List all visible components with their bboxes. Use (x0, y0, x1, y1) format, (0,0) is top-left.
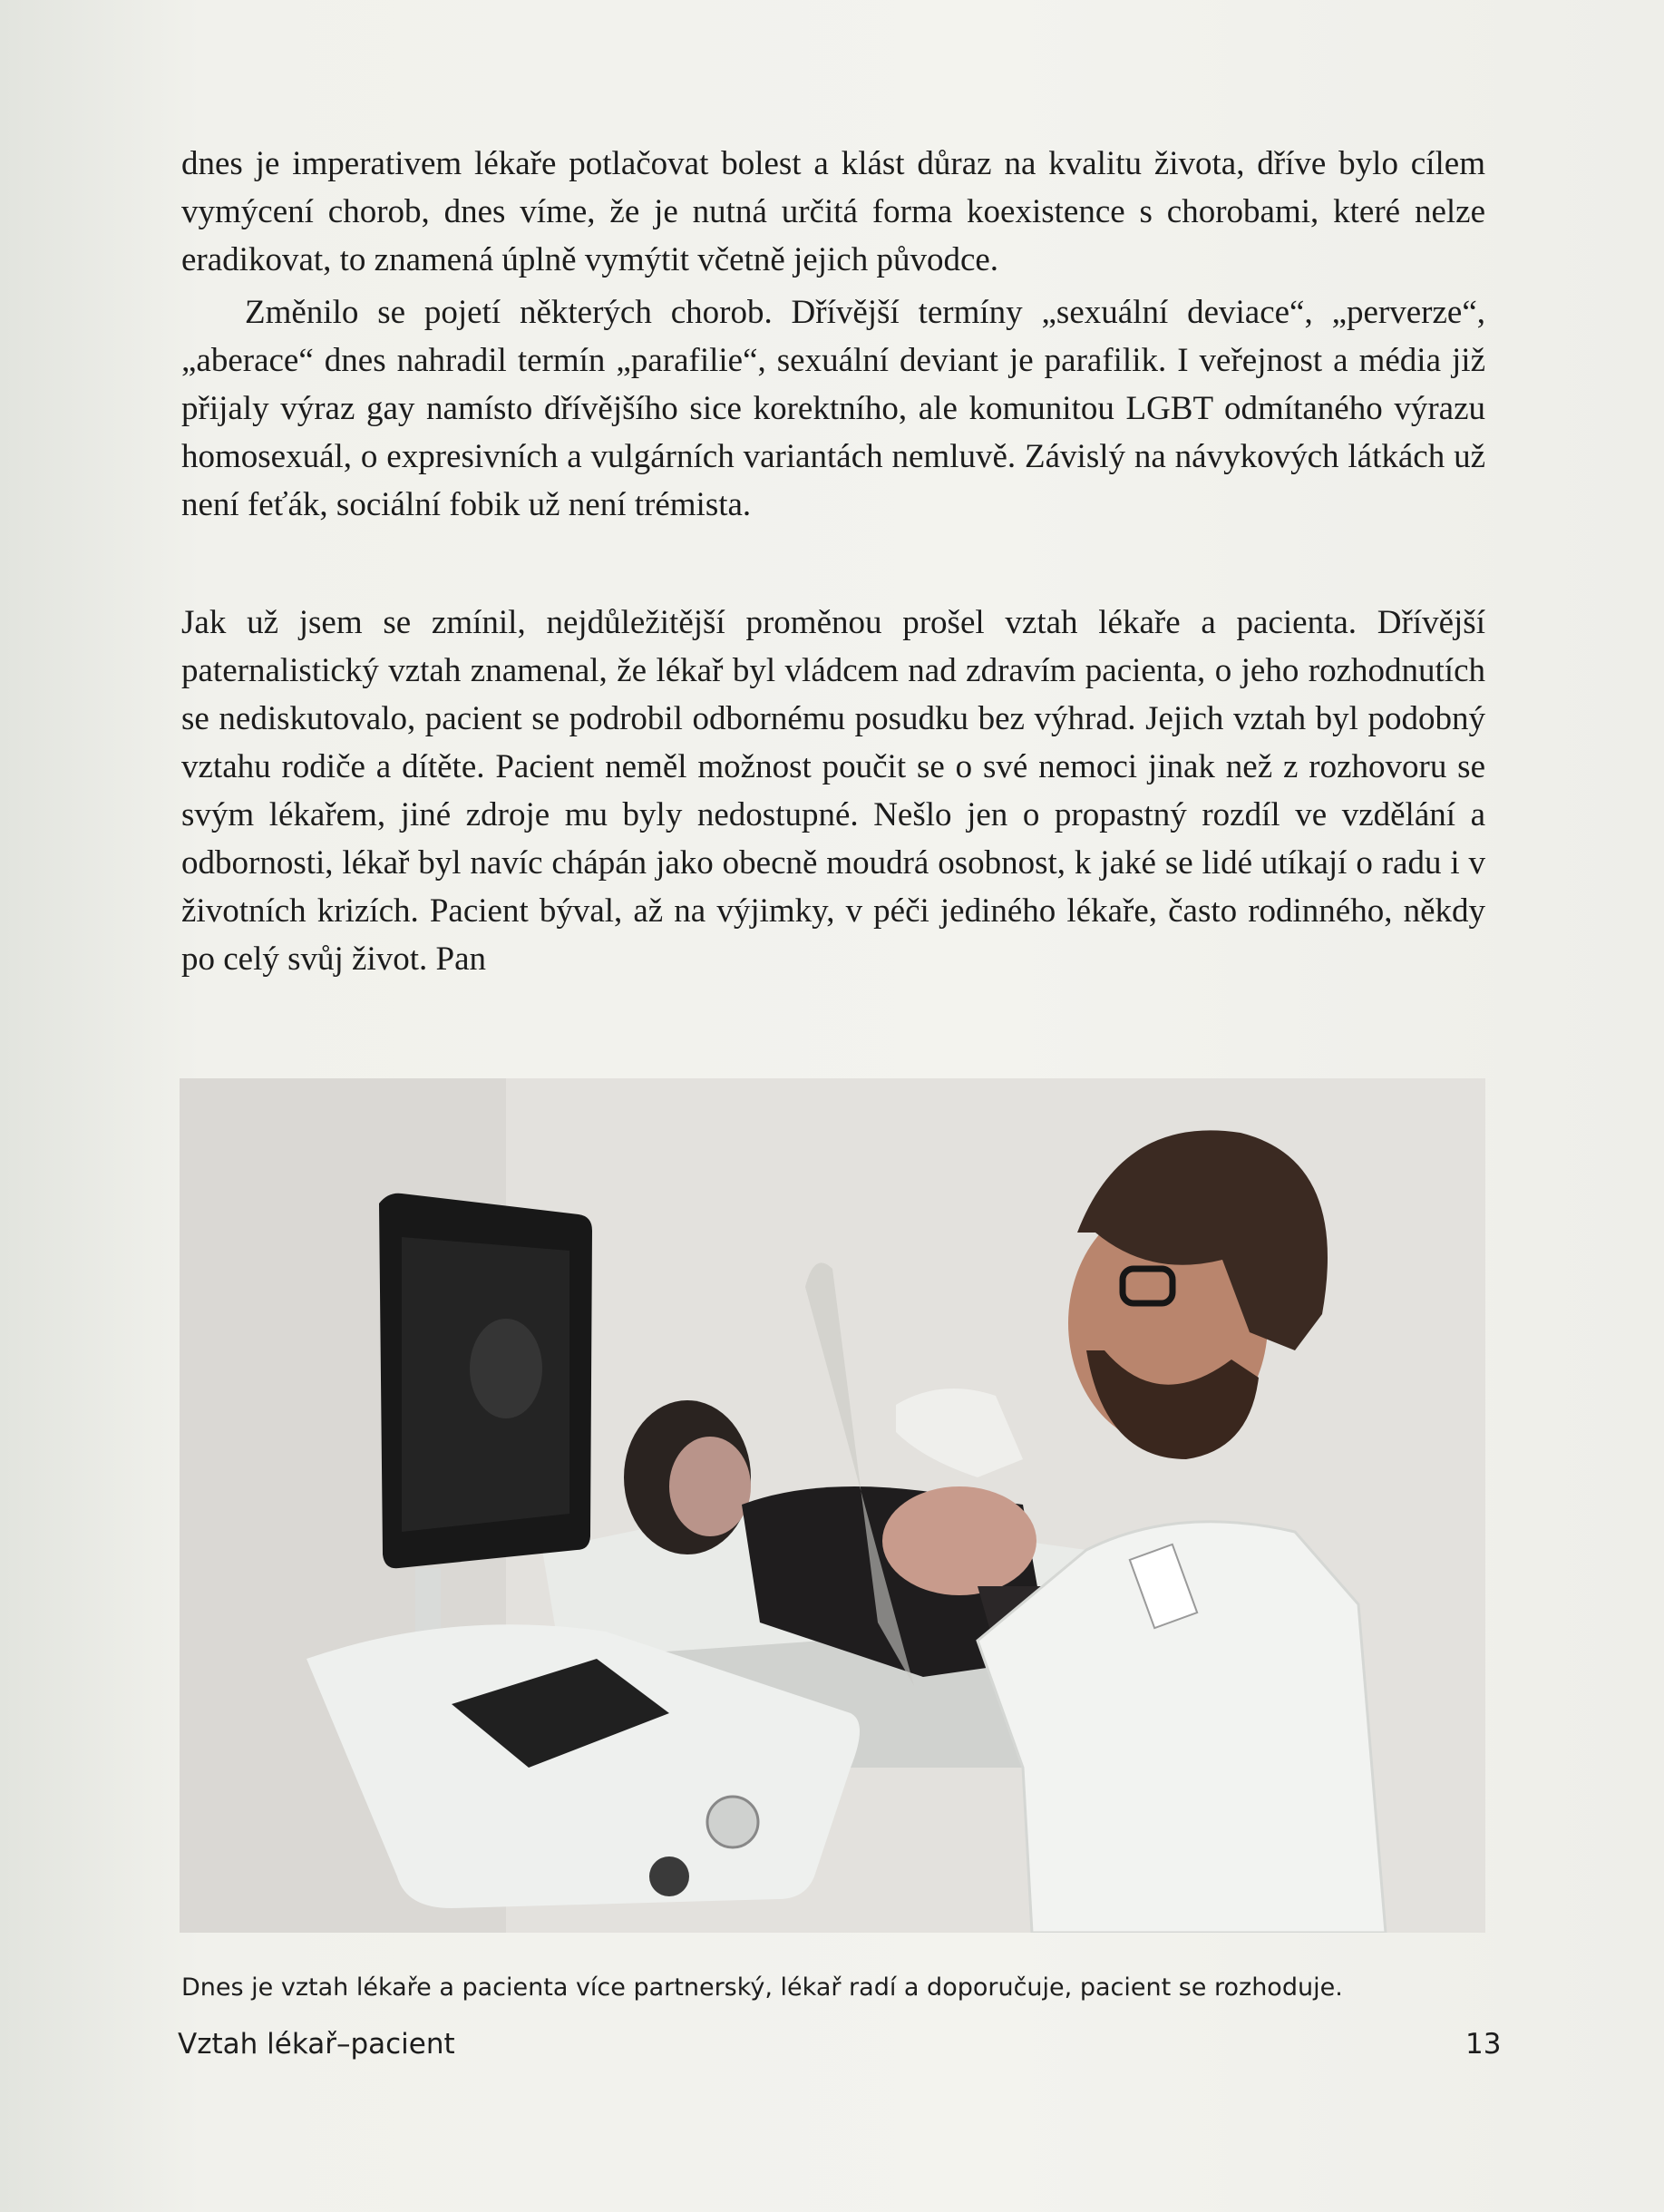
body-paragraph-3 (181, 599, 1485, 983)
console-trackball (707, 1797, 758, 1847)
photo-caption: Dnes je vztah lékaře a pacienta více partnerský, lékař radí a doporučuje, pacient se rozhoduje. (181, 1973, 1343, 2002)
paragraph-text: Změnilo se pojetí některých chorob. Dřívější termíny „sexuální deviace“, „perverze“, „aberace“ dnes nahradil termín „parafilie“, sexuální deviant je parafilik. I veřejnost a média již přijaly výraz gay namísto dřívějšího sice korektního, ale komunitou LGBT odmítaného výrazu homosexuál, o expresivních a vulgárních variantách nemluvě. Závislý na návykových látkách už není feťák, sociální fobik už není trémista. (181, 294, 1485, 523)
body-paragraph-2 (181, 288, 1485, 529)
patient-face (669, 1437, 751, 1536)
console-knob (649, 1856, 689, 1896)
paragraph-text: Jak už jsem se zmínil, nejdůležitější proměnou prošel vztah lékaře a pacienta. Dřívější paternalistický vztah znamenal, že lékař byl vládcem nad zdravím pacienta, o jeho rozhodnutích se nediskutovalo, pacient se podrobil odbornému posudku bez výhrad. Jejich vztah byl podobný vztahu rodiče a dítěte. Pacient neměl možnost poučit se o své nemoci jinak než z rozhovoru se svým lékařem, jiné zdroje mu byly nedostupné. Nešlo jen o propastný rozdíl ve vzdělání a odbornosti, lékař byl navíc chápán jako obecně moudrá osobnost, k jaké se lidé utíkají o radu i v životních krizích. Pacient býval, až na výjimky, v péči jediného lékaře, často rodinného, někdy po celý svůj život. Pan (181, 604, 1485, 978)
running-footer-title: Vztah lékař–pacient (178, 2028, 455, 2061)
body-paragraph-1 (181, 140, 1485, 284)
ultrasound-examination-photo (180, 1078, 1485, 1933)
patient-belly (882, 1486, 1036, 1595)
page-number: 13 (1465, 2028, 1502, 2061)
paragraph-text: dnes je imperativem lékaře potlačovat bolest a klást důraz na kvalitu života, dříve bylo cílem vymýcení chorob, dnes víme, že je nutná určitá forma koexistence s chorobami, které nelze eradikovat, to znamená úplně vymýtit včetně jejich původce. (181, 145, 1485, 278)
ultrasound-image (470, 1319, 542, 1418)
photo-illustration (180, 1078, 1485, 1933)
